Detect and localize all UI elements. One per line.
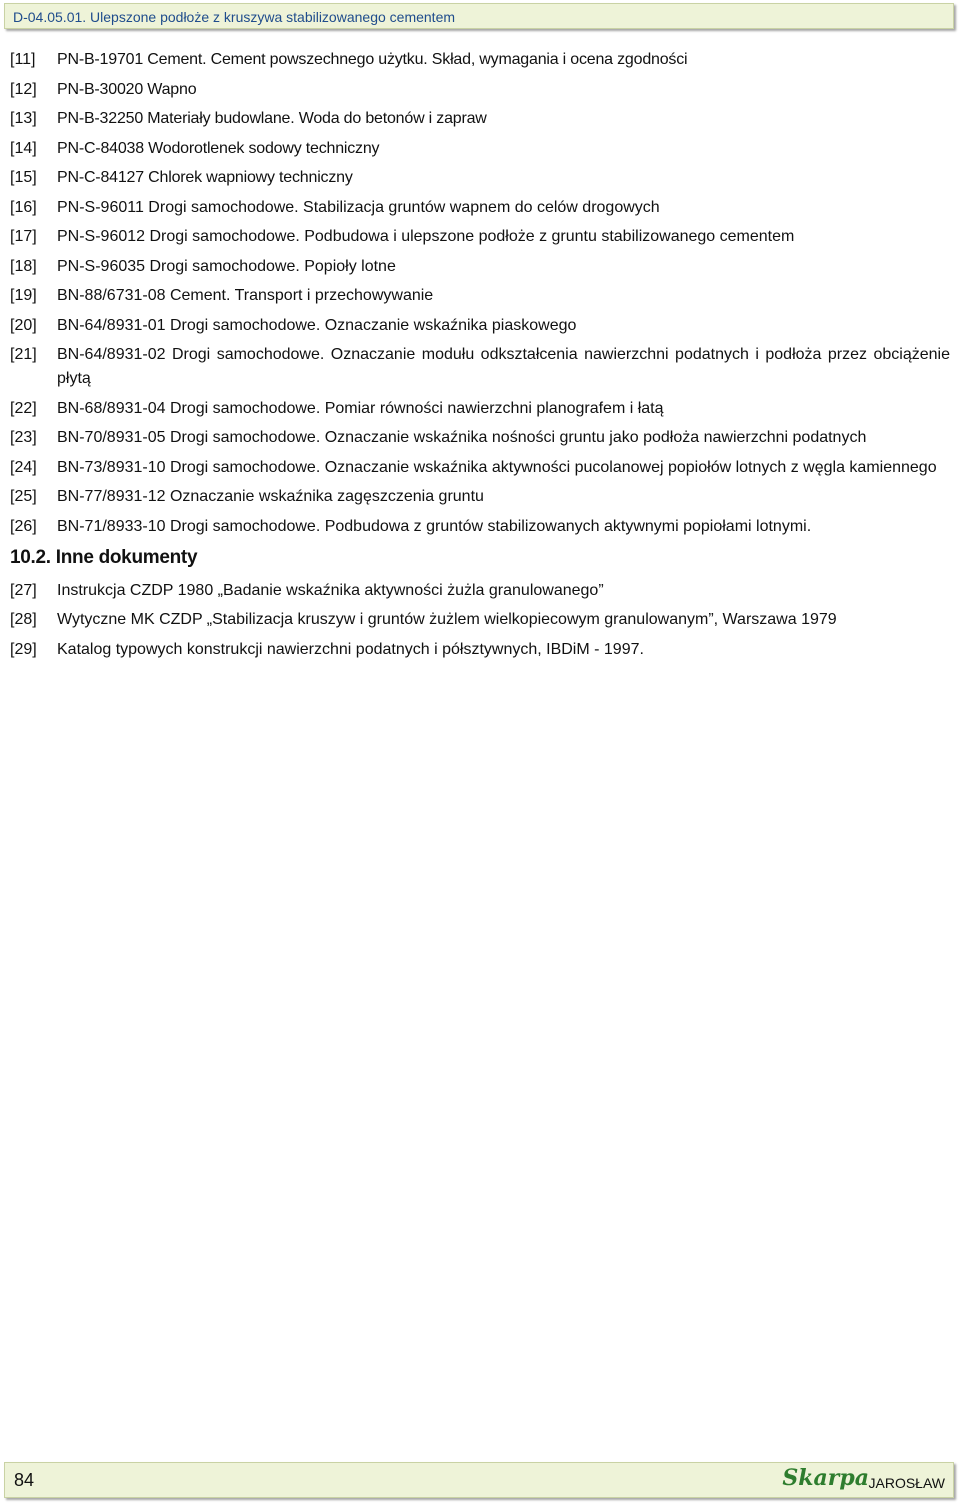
reference-text: PN-C-84127 Chlorek wapniowy techniczny: [57, 169, 353, 186]
reference-item: [10, 608, 950, 632]
reference-text: BN-88/6731-08 Cement. Transport i przechowywanie: [57, 287, 434, 304]
reference-number: [14]: [10, 139, 37, 157]
page-header: [4, 3, 954, 29]
reference-text: PN-S-96035 Drogi samochodowe. Popioły lotne: [57, 257, 396, 275]
reference-number: [16]: [10, 198, 37, 216]
reference-number: [22]: [10, 399, 37, 417]
reference-item: [10, 284, 950, 308]
reference-item: [10, 343, 950, 391]
reference-text: Wytyczne MK CZDP „Stabilizacja kruszyw i gruntów żużlem wielkopiecowym granulowanym”, Warszawa 1979: [57, 611, 837, 628]
reference-number: [12]: [10, 80, 37, 98]
reference-item: [10, 166, 950, 190]
reference-number: [28]: [10, 611, 37, 628]
reference-text: BN-64/8931-02 Drogi samochodowe. Oznaczanie modułu odkształcenia nawierzchni podatnych i podłoża przez obciążenie płytą: [57, 346, 950, 387]
reference-number: [13]: [10, 110, 37, 127]
reference-item: [10, 456, 950, 480]
reference-item: [10, 314, 950, 338]
reference-text: BN-70/8931-05 Drogi samochodowe. Oznaczanie wskaźnika nośności gruntu jako podłoża nawierzchni podatnych: [57, 429, 867, 446]
reference-text: PN-C-84038 Wodorotlenek sodowy techniczny: [57, 139, 380, 157]
reference-item: [10, 78, 950, 102]
reference-number: [24]: [10, 458, 37, 476]
reference-item: [10, 255, 950, 279]
reference-text: Instrukcja CZDP 1980 „Badanie wskaźnika aktywności żużla granulowanego”: [57, 581, 604, 599]
reference-number: [27]: [10, 581, 37, 599]
reference-number: [20]: [10, 316, 37, 334]
reference-number: [29]: [10, 640, 37, 658]
company-logo: Skarpa: [782, 1465, 869, 1491]
reference-item: [10, 397, 950, 421]
references-list: [10, 48, 950, 667]
reference-item: [10, 137, 950, 161]
reference-item: [10, 48, 950, 72]
reference-item: [10, 196, 950, 220]
document-title: D-04.05.01. Ulepszone podłoże z kruszywa stabilizowanego cementem: [13, 9, 456, 25]
reference-number: [15]: [10, 169, 37, 186]
reference-number: [23]: [10, 429, 37, 446]
reference-text: BN-64/8931-01 Drogi samochodowe. Oznaczanie wskaźnika piaskowego: [57, 316, 577, 334]
reference-item: [10, 107, 950, 131]
reference-text: PN-B-19701 Cement. Cement powszechnego użytku. Skład, wymagania i ocena zgodności: [57, 51, 688, 68]
reference-text: PN-S-96012 Drogi samochodowe. Podbudowa i ulepszone podłoże z gruntu stabilizowanego cementem: [57, 228, 795, 245]
reference-number: [18]: [10, 257, 37, 275]
reference-item: [10, 225, 950, 249]
reference-number: [26]: [10, 517, 37, 535]
reference-number: [17]: [10, 228, 37, 245]
reference-text: BN-73/8931-10 Drogi samochodowe. Oznaczanie wskaźnika aktywności pucolanowej popiołów lotnych z węgla kamiennego: [57, 458, 937, 476]
reference-number: [25]: [10, 488, 37, 505]
reference-text: PN-B-32250 Materiały budowlane. Woda do betonów i zapraw: [57, 110, 487, 127]
reference-text: Katalog typowych konstrukcji nawierzchni podatnych i półsztywnych, IBDiM - 1997.: [57, 640, 644, 658]
reference-text: BN-77/8931-12 Oznaczanie wskaźnika zagęszczenia gruntu: [57, 488, 484, 505]
section-heading: 10.2. Inne dokumenty: [10, 546, 198, 568]
reference-text: BN-71/8933-10 Drogi samochodowe. Podbudowa z gruntów stabilizowanych aktywnymi popiołami lotnymi.: [57, 517, 812, 535]
reference-text: BN-68/8931-04 Drogi samochodowe. Pomiar równości nawierzchni planografem i łatą: [57, 399, 664, 417]
reference-text: PN-B-30020 Wapno: [57, 80, 197, 98]
reference-item: [10, 485, 950, 509]
reference-item: [10, 638, 950, 662]
page-footer: [4, 1462, 954, 1498]
reference-number: [11]: [10, 51, 36, 68]
reference-text: PN-S-96011 Drogi samochodowe. Stabilizacja gruntów wapnem do celów drogowych: [57, 198, 660, 216]
reference-number: [19]: [10, 287, 37, 304]
reference-number: [21]: [10, 346, 37, 363]
reference-item: [10, 579, 950, 603]
page-number: 84: [14, 1470, 35, 1490]
reference-item: [10, 515, 950, 539]
reference-item: [10, 426, 950, 450]
company-name: JAROSŁAW: [868, 1475, 945, 1491]
